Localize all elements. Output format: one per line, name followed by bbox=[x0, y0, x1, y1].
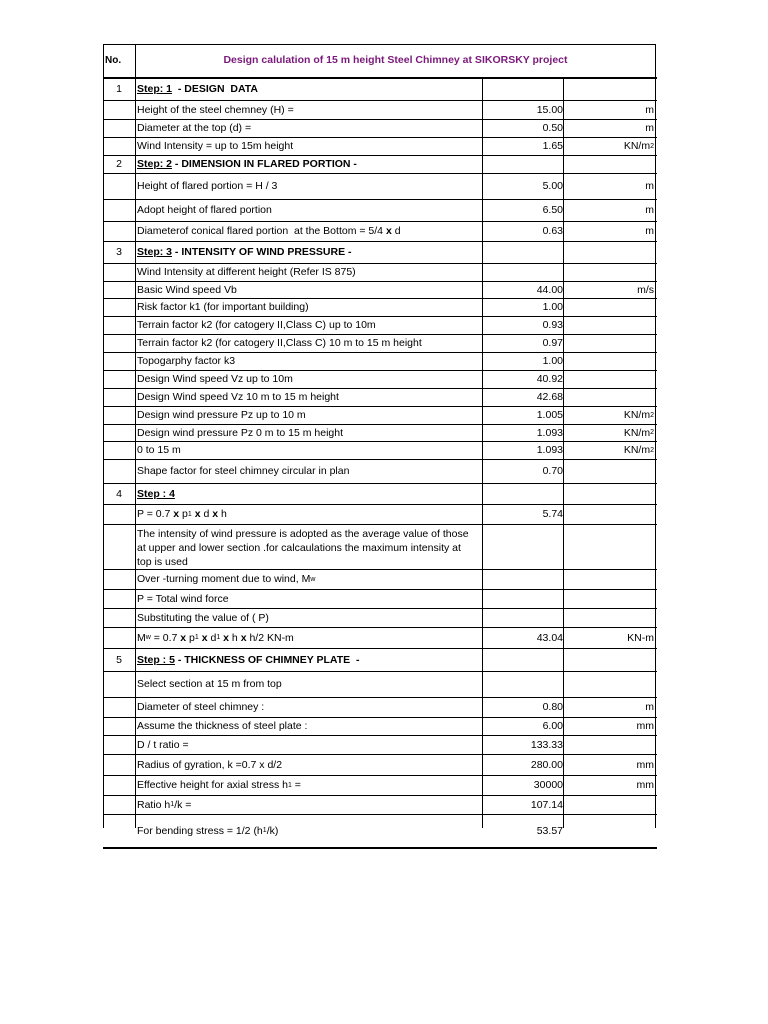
row-value: 6.00 bbox=[542, 720, 563, 732]
row-value: 1.00 bbox=[542, 301, 563, 313]
table-row bbox=[103, 101, 657, 120]
table-row bbox=[103, 609, 657, 628]
row-description: Design wind pressure Pz up to 10 m bbox=[137, 409, 306, 421]
row-description: Diameterof conical flared portion at the Bottom = 5/4 x d bbox=[137, 225, 401, 237]
row-value: 1.65 bbox=[542, 140, 563, 152]
table-row bbox=[103, 796, 657, 815]
row-description: Design wind pressure Pz 0 m to 15 m height bbox=[137, 426, 344, 439]
row-number: 4 bbox=[116, 487, 122, 500]
row-value: 0.80 bbox=[542, 701, 563, 713]
row-description: Risk factor k1 (for important building) bbox=[137, 301, 309, 313]
row-unit: KN/m 2 bbox=[623, 409, 654, 421]
row-value: 44.00 bbox=[536, 283, 563, 296]
row-description: Select section at 15 m from top bbox=[137, 678, 282, 690]
row-description: Height of flared portion = H / 3 bbox=[137, 180, 278, 192]
row-number: 5 bbox=[116, 653, 122, 666]
row-unit: KN/m 2 bbox=[623, 140, 654, 152]
row-value: 0.63 bbox=[542, 225, 563, 237]
row-description: For bending stress = 1/2 (h 1 /k) bbox=[137, 824, 279, 837]
table-row bbox=[103, 222, 657, 242]
row-description: Shape factor for steel chimney circular in plan bbox=[137, 465, 350, 477]
row-value: 5.00 bbox=[542, 180, 563, 192]
step-heading: Step: 2 - DIMENSION IN FLARED PORTION - bbox=[137, 158, 357, 170]
step-heading: Step : 5 - THICKNESS OF CHIMNEY PLATE - bbox=[137, 653, 360, 666]
page-title: Design calulation of 15 m height Steel Chimney at SIKORSKY project bbox=[223, 54, 568, 66]
row-description: P = Total wind force bbox=[137, 592, 229, 605]
table-row bbox=[103, 120, 657, 138]
row-value: 42.68 bbox=[536, 391, 563, 403]
no-column-header: No. bbox=[105, 55, 122, 66]
row-value: 5.74 bbox=[542, 508, 563, 520]
row-value: 53.57 bbox=[536, 824, 563, 837]
row-description: Adopt height of flared portion bbox=[137, 204, 272, 216]
formula-m: M w = 0.7 x p 1 x d 1 x h x h/2 KN-m bbox=[137, 631, 294, 644]
table-row bbox=[103, 389, 657, 407]
row-number: 2 bbox=[116, 158, 122, 170]
table-row bbox=[103, 317, 657, 335]
row-description: Diameter at the top (d) = bbox=[137, 122, 252, 134]
row-value: 107.14 bbox=[530, 798, 563, 811]
row-description: 0 to 15 m bbox=[137, 444, 181, 456]
row-description: Basic Wind speed Vb bbox=[137, 283, 237, 296]
row-description: Topogarphy factor k3 bbox=[137, 355, 236, 367]
row-unit: KN-m bbox=[627, 631, 654, 644]
row-number: 1 bbox=[116, 83, 122, 95]
table-row bbox=[103, 460, 657, 484]
row-value: 1.093 bbox=[536, 444, 563, 456]
table-row bbox=[103, 525, 657, 570]
row-description: Design Wind speed Vz 10 m to 15 m height bbox=[137, 391, 339, 403]
row-description: The intensity of wind pressure is adopted as the average value of those at upper and lower section .for calcaulations the maximum intensity at top is used bbox=[137, 528, 469, 568]
row-value: 0.93 bbox=[542, 319, 563, 331]
table-row bbox=[103, 505, 657, 525]
step-heading: Step : 4 bbox=[137, 487, 175, 500]
row-unit: m bbox=[645, 225, 654, 237]
row-description: Terrain factor k2 (for catogery II,Class C) 10 m to 15 m height bbox=[137, 337, 422, 349]
table-row bbox=[103, 156, 657, 174]
row-description: Terrain factor k2 (for catogery II,Class C) up to 10m bbox=[137, 319, 376, 331]
table-row bbox=[103, 776, 657, 796]
table-row bbox=[103, 79, 657, 101]
row-unit: m/s bbox=[637, 283, 654, 296]
table-row bbox=[103, 174, 657, 200]
table-row bbox=[103, 264, 657, 282]
calculation-sheet bbox=[103, 44, 657, 849]
table-row bbox=[103, 649, 657, 672]
table-row bbox=[103, 242, 657, 264]
table-row bbox=[103, 200, 657, 222]
row-value: 0.50 bbox=[542, 122, 563, 134]
row-unit: KN/m 2 bbox=[623, 444, 654, 456]
row-description: Effective height for axial stress h 1 = bbox=[137, 779, 301, 791]
step-heading: Step: 1 - DESIGN DATA bbox=[137, 83, 258, 95]
row-description: D / t ratio = bbox=[137, 738, 189, 751]
table-row bbox=[103, 425, 657, 442]
row-value: 1.00 bbox=[542, 355, 563, 367]
table-row bbox=[103, 442, 657, 460]
row-description: Wind Intensity at different height (Refer IS 875) bbox=[137, 266, 356, 278]
row-value: 6.50 bbox=[542, 204, 563, 216]
row-value: 1.093 bbox=[536, 426, 563, 439]
row-number: 3 bbox=[116, 246, 122, 258]
row-value: 0.97 bbox=[542, 337, 563, 349]
row-unit: m bbox=[645, 103, 654, 116]
row-unit: m bbox=[645, 180, 654, 192]
row-value: 1.005 bbox=[536, 409, 563, 421]
table-row bbox=[103, 353, 657, 371]
row-unit: mm bbox=[636, 720, 654, 732]
table-row bbox=[103, 672, 657, 698]
row-value: 15.00 bbox=[536, 103, 563, 116]
row-value: 280.00 bbox=[530, 758, 563, 771]
formula-p: P = 0.7 x p 1 x d x h bbox=[137, 508, 227, 520]
row-unit: m bbox=[645, 204, 654, 216]
row-description: Radius of gyration, k =0.7 x d/2 bbox=[137, 758, 283, 771]
row-description: Over -turning moment due to wind, M w bbox=[137, 573, 316, 585]
row-description: Wind Intensity = up to 15m height bbox=[137, 140, 294, 152]
row-unit: mm bbox=[636, 758, 654, 771]
row-value: 133.33 bbox=[530, 738, 563, 751]
table-row bbox=[103, 371, 657, 389]
row-value: 43.04 bbox=[536, 631, 563, 644]
row-unit: mm bbox=[636, 779, 654, 791]
header-row bbox=[103, 44, 657, 79]
table-row bbox=[103, 282, 657, 299]
row-value: 30000 bbox=[533, 779, 563, 791]
table-row bbox=[103, 628, 657, 649]
table-row bbox=[103, 407, 657, 425]
row-description: Height of the steel chemney (H) = bbox=[137, 103, 294, 116]
table-row bbox=[103, 484, 657, 505]
row-unit: KN/m 2 bbox=[623, 426, 654, 439]
step-heading: Step: 3 - INTENSITY OF WIND PRESSURE - bbox=[137, 246, 352, 258]
table-row bbox=[103, 718, 657, 736]
table-row bbox=[103, 335, 657, 353]
table-row bbox=[103, 755, 657, 776]
row-description: Ratio h 1 /k = bbox=[137, 798, 192, 811]
table-row bbox=[103, 138, 657, 156]
table-row bbox=[103, 299, 657, 317]
table-row bbox=[103, 698, 657, 718]
row-unit: m bbox=[645, 122, 654, 134]
row-unit: m bbox=[645, 701, 654, 713]
table-row bbox=[103, 590, 657, 609]
row-value: 0.70 bbox=[542, 465, 563, 477]
table-row bbox=[103, 736, 657, 755]
row-description: Substituting the value of ( P) bbox=[137, 611, 269, 624]
row-description: Diameter of steel chimney : bbox=[137, 701, 265, 713]
table-row bbox=[103, 815, 657, 849]
row-description: Design Wind speed Vz up to 10m bbox=[137, 373, 293, 385]
table-row bbox=[103, 570, 657, 590]
row-value: 40.92 bbox=[536, 373, 563, 385]
row-description: Assume the thickness of steel plate : bbox=[137, 720, 308, 732]
